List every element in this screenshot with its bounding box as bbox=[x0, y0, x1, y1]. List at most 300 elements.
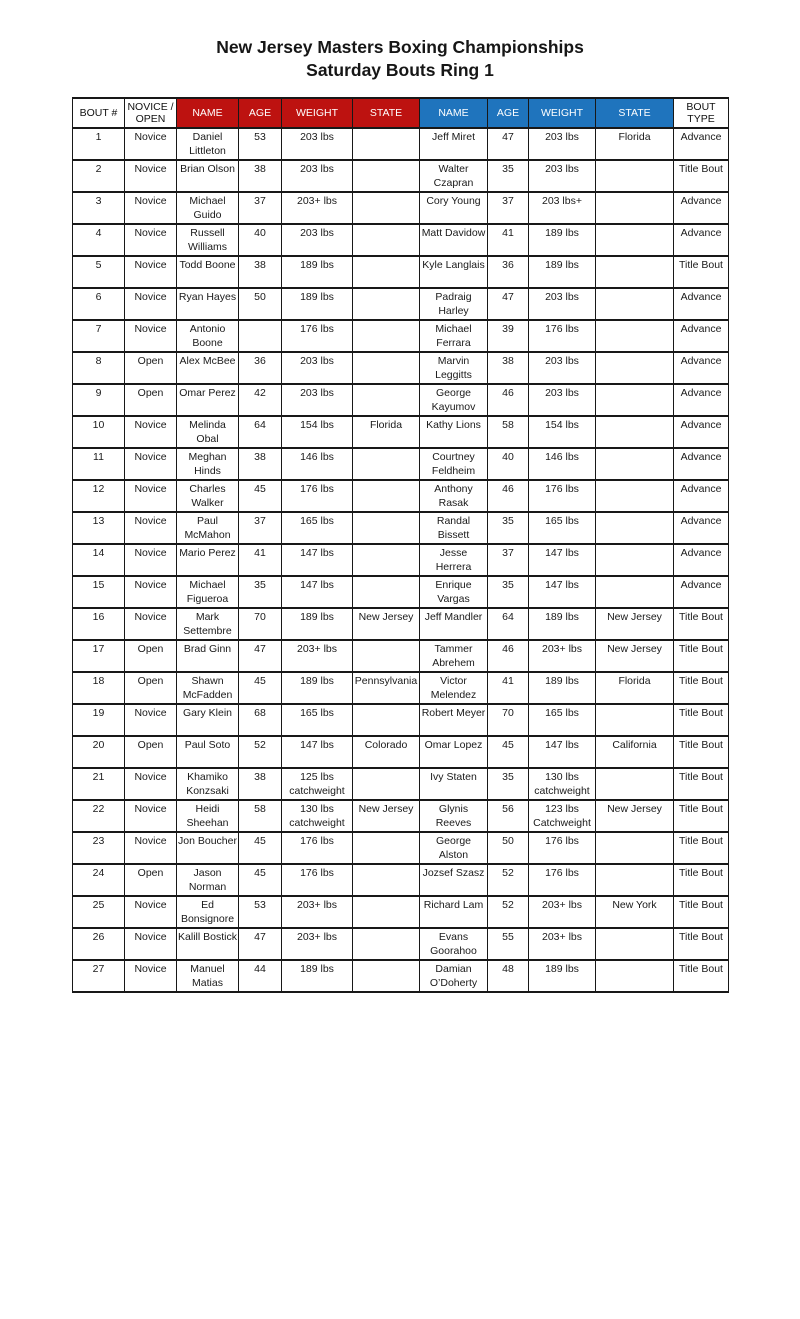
cell-blue-name: Kathy Lions bbox=[420, 416, 488, 448]
cell-red-age: 70 bbox=[239, 608, 282, 640]
cell-red-name: Melinda Obal bbox=[177, 416, 239, 448]
cell-red-name: Daniel Littleton bbox=[177, 128, 239, 160]
cell-red-weight: 203+ lbs bbox=[282, 896, 353, 928]
cell-blue-state bbox=[596, 864, 674, 896]
bout-row bbox=[73, 672, 729, 704]
cell-bout-type: Advance bbox=[674, 384, 729, 416]
cell-blue-age: 38 bbox=[488, 352, 529, 384]
cell-red-state bbox=[353, 960, 420, 992]
bouts-table-head bbox=[73, 98, 729, 128]
cell-blue-name: Marvin Leggitts bbox=[420, 352, 488, 384]
cell-blue-age: 35 bbox=[488, 576, 529, 608]
cell-blue-age: 46 bbox=[488, 640, 529, 672]
cell-bout-number: 6 bbox=[73, 288, 125, 320]
cell-novice-open: Novice bbox=[125, 160, 177, 192]
cell-red-weight: 189 lbs bbox=[282, 672, 353, 704]
cell-blue-weight: 189 lbs bbox=[529, 672, 596, 704]
column-header-blue-name: NAME bbox=[420, 98, 488, 128]
cell-blue-weight: 203+ lbs bbox=[529, 896, 596, 928]
cell-red-age: 45 bbox=[239, 672, 282, 704]
cell-red-age: 44 bbox=[239, 960, 282, 992]
bout-row bbox=[73, 448, 729, 480]
cell-blue-weight: 203 lbs bbox=[529, 288, 596, 320]
cell-red-age: 52 bbox=[239, 736, 282, 768]
cell-blue-weight: 130 lbs catchweight bbox=[529, 768, 596, 800]
cell-red-weight: 189 lbs bbox=[282, 608, 353, 640]
cell-red-state bbox=[353, 256, 420, 288]
cell-red-age: 38 bbox=[239, 160, 282, 192]
cell-blue-state bbox=[596, 224, 674, 256]
cell-bout-number: 26 bbox=[73, 928, 125, 960]
cell-red-weight: 189 lbs bbox=[282, 256, 353, 288]
bout-row bbox=[73, 288, 729, 320]
cell-novice-open: Novice bbox=[125, 576, 177, 608]
cell-blue-age: 36 bbox=[488, 256, 529, 288]
cell-bout-number: 14 bbox=[73, 544, 125, 576]
cell-red-age bbox=[239, 320, 282, 352]
cell-blue-age: 58 bbox=[488, 416, 529, 448]
column-header-blue-weight: WEIGHT bbox=[529, 98, 596, 128]
column-header-blue-age: AGE bbox=[488, 98, 529, 128]
cell-bout-type: Advance bbox=[674, 192, 729, 224]
cell-blue-state bbox=[596, 512, 674, 544]
bout-row bbox=[73, 352, 729, 384]
bout-row bbox=[73, 768, 729, 800]
cell-blue-name: Michael Ferrara bbox=[420, 320, 488, 352]
cell-blue-state: New York bbox=[596, 896, 674, 928]
cell-bout-number: 22 bbox=[73, 800, 125, 832]
cell-bout-type: Title Bout bbox=[674, 736, 729, 768]
cell-red-weight: 176 lbs bbox=[282, 320, 353, 352]
cell-novice-open: Novice bbox=[125, 128, 177, 160]
cell-blue-weight: 203 lbs+ bbox=[529, 192, 596, 224]
bout-row bbox=[73, 576, 729, 608]
cell-red-weight: 203 lbs bbox=[282, 384, 353, 416]
cell-bout-number: 11 bbox=[73, 448, 125, 480]
cell-red-age: 38 bbox=[239, 448, 282, 480]
cell-novice-open: Novice bbox=[125, 544, 177, 576]
cell-blue-weight: 203+ lbs bbox=[529, 640, 596, 672]
cell-red-name: Meghan Hinds bbox=[177, 448, 239, 480]
cell-bout-type: Advance bbox=[674, 288, 729, 320]
cell-novice-open: Novice bbox=[125, 192, 177, 224]
cell-novice-open: Novice bbox=[125, 448, 177, 480]
cell-red-state bbox=[353, 288, 420, 320]
cell-bout-type: Title Bout bbox=[674, 928, 729, 960]
bout-row bbox=[73, 384, 729, 416]
cell-blue-state bbox=[596, 704, 674, 736]
cell-blue-weight: 189 lbs bbox=[529, 960, 596, 992]
cell-red-state bbox=[353, 704, 420, 736]
cell-novice-open: Novice bbox=[125, 416, 177, 448]
cell-red-name: Gary Klein bbox=[177, 704, 239, 736]
cell-bout-type: Title Bout bbox=[674, 704, 729, 736]
cell-red-state: New Jersey bbox=[353, 608, 420, 640]
cell-blue-state bbox=[596, 192, 674, 224]
title-line-2: Saturday Bouts Ring 1 bbox=[306, 60, 494, 80]
cell-red-state: New Jersey bbox=[353, 800, 420, 832]
cell-bout-number: 23 bbox=[73, 832, 125, 864]
title-line-1: New Jersey Masters Boxing Championships bbox=[216, 37, 584, 57]
cell-blue-weight: 147 lbs bbox=[529, 576, 596, 608]
cell-red-state: Pennsylvania bbox=[353, 672, 420, 704]
cell-bout-type: Advance bbox=[674, 544, 729, 576]
cell-blue-weight: 203 lbs bbox=[529, 352, 596, 384]
bout-row bbox=[73, 640, 729, 672]
cell-bout-number: 4 bbox=[73, 224, 125, 256]
cell-blue-age: 55 bbox=[488, 928, 529, 960]
cell-blue-state: California bbox=[596, 736, 674, 768]
cell-blue-name: Walter Czapran bbox=[420, 160, 488, 192]
cell-red-age: 50 bbox=[239, 288, 282, 320]
cell-blue-name: Glynis Reeves bbox=[420, 800, 488, 832]
cell-red-state bbox=[353, 160, 420, 192]
cell-blue-age: 50 bbox=[488, 832, 529, 864]
cell-bout-number: 5 bbox=[73, 256, 125, 288]
bouts-table bbox=[72, 97, 729, 993]
cell-blue-age: 56 bbox=[488, 800, 529, 832]
cell-blue-age: 41 bbox=[488, 224, 529, 256]
cell-blue-state bbox=[596, 928, 674, 960]
cell-red-name: Todd Boone bbox=[177, 256, 239, 288]
cell-red-state bbox=[353, 928, 420, 960]
cell-red-state bbox=[353, 864, 420, 896]
cell-red-age: 68 bbox=[239, 704, 282, 736]
cell-blue-age: 40 bbox=[488, 448, 529, 480]
cell-red-weight: 147 lbs bbox=[282, 736, 353, 768]
cell-bout-number: 7 bbox=[73, 320, 125, 352]
cell-red-name: Khamiko Konzsaki bbox=[177, 768, 239, 800]
cell-blue-name: Randal Bissett bbox=[420, 512, 488, 544]
cell-blue-name: Evans Goorahoo bbox=[420, 928, 488, 960]
column-header-red-state: STATE bbox=[353, 98, 420, 128]
cell-red-name: Jason Norman bbox=[177, 864, 239, 896]
cell-red-weight: 203+ lbs bbox=[282, 192, 353, 224]
cell-bout-type: Title Bout bbox=[674, 608, 729, 640]
bout-row bbox=[73, 320, 729, 352]
cell-bout-type: Title Bout bbox=[674, 256, 729, 288]
column-header-red-weight: WEIGHT bbox=[282, 98, 353, 128]
cell-red-weight: 189 lbs bbox=[282, 960, 353, 992]
cell-blue-weight: 165 lbs bbox=[529, 704, 596, 736]
cell-novice-open: Novice bbox=[125, 896, 177, 928]
cell-blue-name: Richard Lam bbox=[420, 896, 488, 928]
cell-red-weight: 203 lbs bbox=[282, 352, 353, 384]
cell-novice-open: Novice bbox=[125, 960, 177, 992]
cell-red-name: Omar Perez bbox=[177, 384, 239, 416]
cell-bout-type: Advance bbox=[674, 448, 729, 480]
cell-novice-open: Novice bbox=[125, 288, 177, 320]
cell-bout-number: 19 bbox=[73, 704, 125, 736]
cell-bout-type: Title Bout bbox=[674, 768, 729, 800]
cell-blue-age: 64 bbox=[488, 608, 529, 640]
cell-bout-type: Title Bout bbox=[674, 960, 729, 992]
column-header-novice-open: NOVICE / OPEN bbox=[125, 98, 177, 128]
cell-red-state bbox=[353, 640, 420, 672]
column-header-red-name: NAME bbox=[177, 98, 239, 128]
cell-novice-open: Novice bbox=[125, 480, 177, 512]
cell-blue-name: Tammer Abrehem bbox=[420, 640, 488, 672]
cell-red-weight: 130 lbs catchweight bbox=[282, 800, 353, 832]
cell-bout-number: 12 bbox=[73, 480, 125, 512]
cell-red-age: 53 bbox=[239, 896, 282, 928]
cell-red-name: Kalill Bostick bbox=[177, 928, 239, 960]
cell-blue-weight: 165 lbs bbox=[529, 512, 596, 544]
bout-row bbox=[73, 736, 729, 768]
cell-blue-age: 35 bbox=[488, 768, 529, 800]
cell-blue-weight: 203 lbs bbox=[529, 384, 596, 416]
bout-row bbox=[73, 864, 729, 896]
cell-blue-state bbox=[596, 768, 674, 800]
cell-blue-state bbox=[596, 320, 674, 352]
cell-blue-age: 48 bbox=[488, 960, 529, 992]
cell-red-name: Jon Boucher bbox=[177, 832, 239, 864]
bout-row bbox=[73, 160, 729, 192]
cell-red-name: Charles Walker bbox=[177, 480, 239, 512]
bout-row bbox=[73, 832, 729, 864]
cell-blue-state: New Jersey bbox=[596, 640, 674, 672]
cell-bout-type: Advance bbox=[674, 128, 729, 160]
cell-red-age: 36 bbox=[239, 352, 282, 384]
cell-bout-type: Title Bout bbox=[674, 672, 729, 704]
bouts-table-body bbox=[73, 128, 729, 992]
cell-red-state bbox=[353, 352, 420, 384]
cell-red-age: 45 bbox=[239, 480, 282, 512]
cell-red-state: Florida bbox=[353, 416, 420, 448]
cell-novice-open: Open bbox=[125, 640, 177, 672]
cell-blue-state bbox=[596, 544, 674, 576]
cell-blue-weight: 176 lbs bbox=[529, 480, 596, 512]
header-row bbox=[73, 98, 729, 128]
cell-red-weight: 189 lbs bbox=[282, 288, 353, 320]
bout-row bbox=[73, 256, 729, 288]
cell-blue-age: 70 bbox=[488, 704, 529, 736]
cell-bout-type: Title Bout bbox=[674, 896, 729, 928]
cell-red-name: Alex McBee bbox=[177, 352, 239, 384]
cell-red-weight: 146 lbs bbox=[282, 448, 353, 480]
bout-row bbox=[73, 960, 729, 992]
cell-red-age: 38 bbox=[239, 256, 282, 288]
cell-bout-type: Advance bbox=[674, 576, 729, 608]
bout-row bbox=[73, 544, 729, 576]
cell-blue-name: George Kayumov bbox=[420, 384, 488, 416]
cell-red-age: 37 bbox=[239, 192, 282, 224]
cell-blue-age: 35 bbox=[488, 160, 529, 192]
cell-blue-weight: 203 lbs bbox=[529, 160, 596, 192]
cell-red-name: Mark Settembre bbox=[177, 608, 239, 640]
cell-red-name: Brian Olson bbox=[177, 160, 239, 192]
cell-blue-state bbox=[596, 480, 674, 512]
cell-blue-weight: 154 lbs bbox=[529, 416, 596, 448]
cell-red-name: Heidi Sheehan bbox=[177, 800, 239, 832]
cell-blue-state bbox=[596, 448, 674, 480]
cell-blue-name: Enrique Vargas bbox=[420, 576, 488, 608]
cell-red-weight: 203 lbs bbox=[282, 128, 353, 160]
cell-blue-state: Florida bbox=[596, 672, 674, 704]
page-title bbox=[0, 0, 800, 82]
cell-blue-state bbox=[596, 416, 674, 448]
cell-red-state bbox=[353, 544, 420, 576]
cell-bout-number: 20 bbox=[73, 736, 125, 768]
column-header-bout-type: BOUT TYPE bbox=[674, 98, 729, 128]
cell-red-state bbox=[353, 832, 420, 864]
cell-novice-open: Novice bbox=[125, 704, 177, 736]
cell-red-weight: 203+ lbs bbox=[282, 928, 353, 960]
cell-red-weight: 147 lbs bbox=[282, 576, 353, 608]
cell-bout-number: 8 bbox=[73, 352, 125, 384]
cell-blue-state bbox=[596, 288, 674, 320]
cell-bout-number: 13 bbox=[73, 512, 125, 544]
cell-bout-number: 1 bbox=[73, 128, 125, 160]
cell-blue-age: 52 bbox=[488, 864, 529, 896]
cell-bout-number: 25 bbox=[73, 896, 125, 928]
cell-red-weight: 165 lbs bbox=[282, 704, 353, 736]
cell-bout-type: Advance bbox=[674, 416, 729, 448]
cell-blue-age: 35 bbox=[488, 512, 529, 544]
cell-blue-weight: 203 lbs bbox=[529, 128, 596, 160]
cell-blue-weight: 203+ lbs bbox=[529, 928, 596, 960]
cell-blue-name: Jeff Mandler bbox=[420, 608, 488, 640]
cell-red-weight: 203 lbs bbox=[282, 224, 353, 256]
cell-red-age: 38 bbox=[239, 768, 282, 800]
cell-novice-open: Novice bbox=[125, 224, 177, 256]
cell-blue-weight: 189 lbs bbox=[529, 256, 596, 288]
cell-blue-state: New Jersey bbox=[596, 608, 674, 640]
cell-bout-number: 17 bbox=[73, 640, 125, 672]
cell-bout-number: 3 bbox=[73, 192, 125, 224]
cell-blue-age: 39 bbox=[488, 320, 529, 352]
cell-blue-name: Padraig Harley bbox=[420, 288, 488, 320]
cell-bout-number: 9 bbox=[73, 384, 125, 416]
cell-red-weight: 176 lbs bbox=[282, 832, 353, 864]
cell-blue-name: Ivy Staten bbox=[420, 768, 488, 800]
cell-bout-type: Advance bbox=[674, 480, 729, 512]
cell-bout-number: 18 bbox=[73, 672, 125, 704]
cell-red-weight: 147 lbs bbox=[282, 544, 353, 576]
cell-blue-age: 52 bbox=[488, 896, 529, 928]
cell-red-name: Paul Soto bbox=[177, 736, 239, 768]
bout-row bbox=[73, 224, 729, 256]
cell-red-state bbox=[353, 448, 420, 480]
cell-blue-name: Kyle Langlais bbox=[420, 256, 488, 288]
cell-red-name: Shawn McFadden bbox=[177, 672, 239, 704]
cell-red-name: Michael Figueroa bbox=[177, 576, 239, 608]
cell-bout-type: Title Bout bbox=[674, 832, 729, 864]
cell-red-state bbox=[353, 576, 420, 608]
cell-blue-age: 45 bbox=[488, 736, 529, 768]
cell-red-state bbox=[353, 480, 420, 512]
cell-blue-name: Jozsef Szasz bbox=[420, 864, 488, 896]
cell-blue-name: Jeff Miret bbox=[420, 128, 488, 160]
cell-bout-number: 2 bbox=[73, 160, 125, 192]
cell-blue-weight: 189 lbs bbox=[529, 224, 596, 256]
cell-red-name: Ryan Hayes bbox=[177, 288, 239, 320]
cell-novice-open: Novice bbox=[125, 928, 177, 960]
cell-blue-name: Cory Young bbox=[420, 192, 488, 224]
cell-blue-name: Omar Lopez bbox=[420, 736, 488, 768]
cell-blue-age: 37 bbox=[488, 192, 529, 224]
cell-novice-open: Open bbox=[125, 352, 177, 384]
cell-blue-name: Matt Davidow bbox=[420, 224, 488, 256]
cell-blue-name: George Alston bbox=[420, 832, 488, 864]
cell-red-name: Brad Ginn bbox=[177, 640, 239, 672]
bout-row bbox=[73, 704, 729, 736]
cell-novice-open: Novice bbox=[125, 832, 177, 864]
cell-bout-number: 27 bbox=[73, 960, 125, 992]
cell-bout-number: 16 bbox=[73, 608, 125, 640]
cell-blue-state bbox=[596, 960, 674, 992]
cell-red-state bbox=[353, 224, 420, 256]
bout-row bbox=[73, 896, 729, 928]
cell-blue-state bbox=[596, 576, 674, 608]
bout-row bbox=[73, 416, 729, 448]
cell-blue-state: Florida bbox=[596, 128, 674, 160]
cell-novice-open: Novice bbox=[125, 768, 177, 800]
cell-red-age: 58 bbox=[239, 800, 282, 832]
bout-row bbox=[73, 512, 729, 544]
cell-blue-weight: 176 lbs bbox=[529, 320, 596, 352]
cell-bout-number: 21 bbox=[73, 768, 125, 800]
cell-novice-open: Open bbox=[125, 736, 177, 768]
cell-bout-number: 10 bbox=[73, 416, 125, 448]
cell-blue-weight: 146 lbs bbox=[529, 448, 596, 480]
column-header-bout-number: BOUT # bbox=[73, 98, 125, 128]
cell-red-name: Michael Guido bbox=[177, 192, 239, 224]
cell-novice-open: Novice bbox=[125, 256, 177, 288]
cell-red-name: Russell Williams bbox=[177, 224, 239, 256]
cell-blue-name: Courtney Feldheim bbox=[420, 448, 488, 480]
cell-blue-state bbox=[596, 352, 674, 384]
cell-red-state bbox=[353, 896, 420, 928]
cell-blue-age: 46 bbox=[488, 384, 529, 416]
bout-row bbox=[73, 192, 729, 224]
cell-red-age: 42 bbox=[239, 384, 282, 416]
cell-blue-weight: 176 lbs bbox=[529, 864, 596, 896]
cell-red-age: 64 bbox=[239, 416, 282, 448]
cell-red-name: Ed Bonsignore bbox=[177, 896, 239, 928]
cell-blue-name: Anthony Rasak bbox=[420, 480, 488, 512]
cell-blue-name: Damian O’Doherty bbox=[420, 960, 488, 992]
cell-red-weight: 176 lbs bbox=[282, 480, 353, 512]
cell-bout-type: Advance bbox=[674, 352, 729, 384]
cell-red-age: 53 bbox=[239, 128, 282, 160]
cell-bout-type: Title Bout bbox=[674, 160, 729, 192]
cell-red-state bbox=[353, 512, 420, 544]
cell-bout-type: Advance bbox=[674, 320, 729, 352]
cell-bout-type: Title Bout bbox=[674, 800, 729, 832]
cell-novice-open: Novice bbox=[125, 800, 177, 832]
cell-novice-open: Novice bbox=[125, 512, 177, 544]
cell-blue-age: 47 bbox=[488, 128, 529, 160]
cell-red-weight: 165 lbs bbox=[282, 512, 353, 544]
bout-row bbox=[73, 800, 729, 832]
cell-blue-state bbox=[596, 160, 674, 192]
cell-bout-type: Advance bbox=[674, 224, 729, 256]
bout-row bbox=[73, 480, 729, 512]
cell-blue-name: Victor Melendez bbox=[420, 672, 488, 704]
cell-red-age: 47 bbox=[239, 928, 282, 960]
cell-blue-state: New Jersey bbox=[596, 800, 674, 832]
cell-blue-age: 47 bbox=[488, 288, 529, 320]
cell-red-age: 40 bbox=[239, 224, 282, 256]
cell-bout-type: Title Bout bbox=[674, 640, 729, 672]
cell-red-weight: 176 lbs bbox=[282, 864, 353, 896]
cell-bout-number: 15 bbox=[73, 576, 125, 608]
cell-blue-age: 37 bbox=[488, 544, 529, 576]
cell-red-state bbox=[353, 768, 420, 800]
cell-red-name: Antonio Boone bbox=[177, 320, 239, 352]
cell-blue-state bbox=[596, 384, 674, 416]
